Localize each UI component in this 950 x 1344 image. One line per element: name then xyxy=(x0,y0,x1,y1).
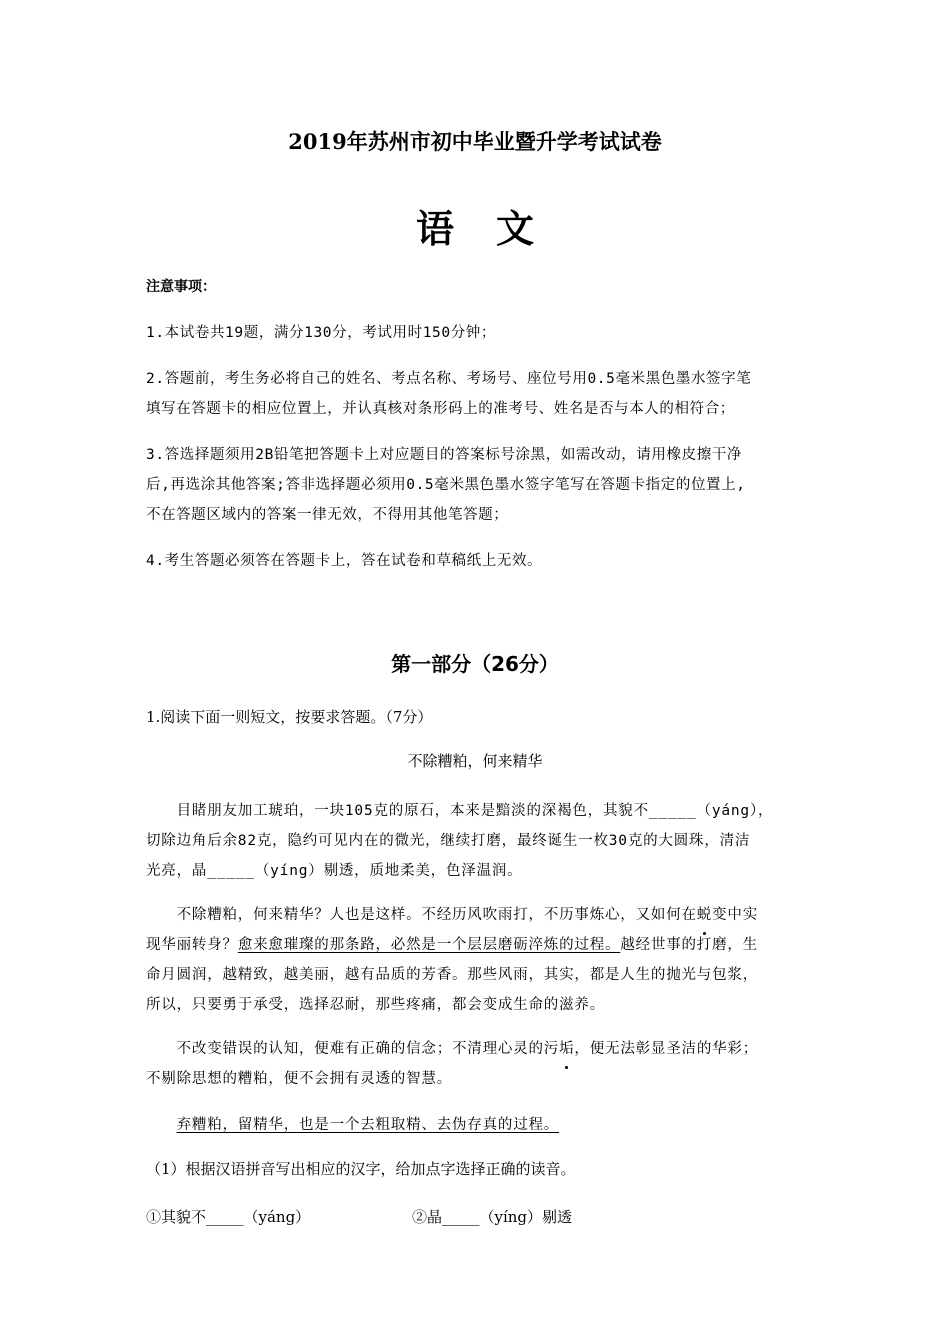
p2-text-b: 变中实 xyxy=(712,907,759,923)
dotted-character-2: 垢 xyxy=(559,1034,574,1064)
answer-blank-1: ①其貌不_____（yáng） xyxy=(146,1208,311,1226)
p3-text-a: 不改变错误的认知，便难有正确的信念；不清理心灵的污 xyxy=(146,1041,560,1057)
p2-text-c: 现华丽转身？ xyxy=(146,937,238,953)
answer-blank-2: ②晶_____（yíng）剔透 xyxy=(412,1208,573,1226)
p2-text-a: 不除糟粕，何来精华？人也是这样。不经历风吹雨打，不历事炼心，又如何在 xyxy=(146,907,697,923)
notes-heading: 注意事项： xyxy=(146,279,216,295)
passage-p3-line-2: 不剔除思想的糟粕，便不会拥有灵透的智慧。 xyxy=(146,1071,452,1087)
passage-p2-line-2 xyxy=(146,930,758,960)
sub-question-1-prompt: （1）根据汉语拼音写出相应的汉字，给加点字选择正确的读音。 xyxy=(146,1160,576,1178)
passage-p2-line-1 xyxy=(146,900,758,930)
note-3-line-1: 3.答选择题须用2B铅笔把答题卡上对应题目的答案标号涂黑，如需改动，请用橡皮擦干净 xyxy=(146,447,743,463)
note-3-line-3: 不在答题区域内的答案一律无效，不得用其他笔答题； xyxy=(146,507,509,523)
passage-p4-line-1 xyxy=(146,1110,559,1140)
passage-p1-line-2: 切除边角后余82克，隐约可见内在的微光，继续打磨，最终诞生一枚30克的大圆珠，清洁 xyxy=(146,833,751,849)
dotted-character: 蜕 xyxy=(697,900,712,930)
passage-p1-line-3: 光亮，晶_____（yíng）剔透，质地柔美，色泽温润。 xyxy=(146,863,523,879)
passage-p2-line-4: 所以，只要勇于承受，选择忍耐，那些疼痛，都会变成生命的滋养。 xyxy=(146,997,605,1013)
note-3-line-2: 后,再选涂其他答案;答非选择题必须用0.5毫米黑色墨水签字笔写在答题卡指定的位置上, xyxy=(146,477,746,493)
part-one-title: 第一部分（26分） xyxy=(391,652,559,676)
underlined-sentence: 愈来愈璀璨的那条路，必然是一个层层磨砺淬炼的过程。 xyxy=(237,937,621,953)
passage-p3-line-1 xyxy=(146,1034,758,1064)
subject-title: 语文 xyxy=(415,207,576,251)
p2-text-d: 越经世事的打磨，生 xyxy=(620,937,759,953)
p4-indent xyxy=(146,1117,177,1133)
note-2-line-1: 2.答题前，考生务必将自己的姓名、考点名称、考场号、座位号用0.5毫米黑色墨水签字笔 xyxy=(146,371,752,387)
passage-title: 不除糟粕，何来精华 xyxy=(407,752,543,770)
exam-title: 2019年苏州市初中毕业暨升学考试试卷 xyxy=(288,129,662,154)
underlined-conclusion: 弃糟粕，留精华，也是一个去粗取精、去伪存真的过程。 xyxy=(176,1117,560,1133)
passage-p1-line-1: 目睹朋友加工琥珀，一块105克的原石，本来是黯淡的深褐色，其貌不_____（yáng）， xyxy=(146,803,774,819)
passage-p2-line-3: 命月圆润，越精致，越美丽，越有品质的芳香。那些风雨，其实，都是人生的抛光与包浆， xyxy=(146,967,758,983)
note-2-line-2: 填写在答题卡的相应位置上，并认真核对条形码上的准考号、姓名是否与本人的相符合； xyxy=(146,401,735,417)
note-4-line-1: 4.考生答题必须答在答题卡上，答在试卷和草稿纸上无效。 xyxy=(146,553,543,569)
p3-text-b: ，便无法彰显圣洁的华彩； xyxy=(574,1041,759,1057)
question-1-intro: 1.阅读下面一则短文，按要求答题。（7分） xyxy=(146,708,433,726)
note-1-line-1: 1.本试卷共19题，满分130分，考试用时150分钟； xyxy=(146,325,496,341)
